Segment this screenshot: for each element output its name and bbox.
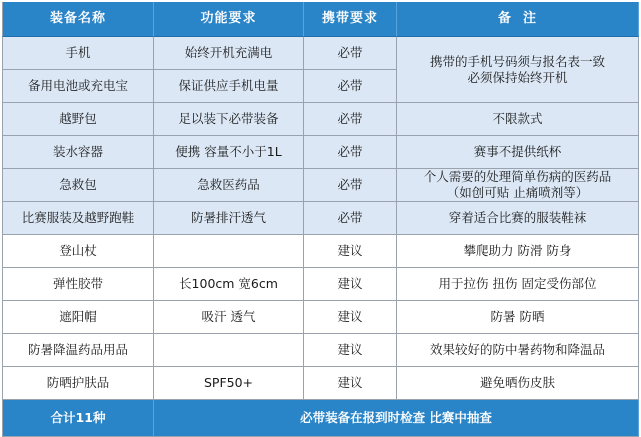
merged-note-line1: 携带的手机号码须与报名表一致 bbox=[429, 53, 605, 69]
item-note: 效果较好的防中暑药物和降温品 bbox=[397, 334, 639, 367]
item-name: 手机 bbox=[2, 37, 154, 70]
item-name: 遮阳帽 bbox=[2, 301, 154, 334]
table-row bbox=[2, 334, 639, 367]
table-row bbox=[2, 37, 639, 70]
footer-row bbox=[2, 400, 639, 437]
item-name: 备用电池或充电宝 bbox=[2, 70, 154, 103]
item-name: 装水容器 bbox=[2, 136, 154, 169]
item-function: 急救医药品 bbox=[154, 169, 304, 202]
item-carry: 必带 bbox=[304, 202, 397, 235]
item-function bbox=[154, 334, 304, 367]
item-carry: 建议 bbox=[304, 301, 397, 334]
item-name: 急救包 bbox=[2, 169, 154, 202]
item-carry: 必带 bbox=[304, 136, 397, 169]
item-note bbox=[397, 169, 639, 202]
footer-remark: 必带装备在报到时检查 比赛中抽查 bbox=[154, 400, 639, 437]
header-note: 备 注 bbox=[397, 2, 639, 37]
table-row bbox=[2, 235, 639, 268]
item-function: 长100cm 宽6cm bbox=[154, 268, 304, 301]
item-carry: 必带 bbox=[304, 103, 397, 136]
item-carry: 建议 bbox=[304, 367, 397, 400]
item-name: 越野包 bbox=[2, 103, 154, 136]
header-name: 装备名称 bbox=[2, 2, 154, 37]
item-function: 防暑排汗透气 bbox=[154, 202, 304, 235]
table-row bbox=[2, 103, 639, 136]
item-carry: 必带 bbox=[304, 169, 397, 202]
item-note: 防暑 防晒 bbox=[397, 301, 639, 334]
item-carry: 建议 bbox=[304, 235, 397, 268]
item-function: SPF50+ bbox=[154, 367, 304, 400]
item-function: 始终开机充满电 bbox=[154, 37, 304, 70]
item-note: 攀爬助力 防滑 防身 bbox=[397, 235, 639, 268]
item-note: 穿着适合比赛的服装鞋袜 bbox=[397, 202, 639, 235]
item-function: 便携 容量不小于1L bbox=[154, 136, 304, 169]
item-name: 登山杖 bbox=[2, 235, 154, 268]
note-line2: （如创可贴 止痛喷剂等） bbox=[446, 185, 589, 200]
item-function: 吸汗 透气 bbox=[154, 301, 304, 334]
item-note: 赛事不提供纸杯 bbox=[397, 136, 639, 169]
item-function: 保证供应手机电量 bbox=[154, 70, 304, 103]
item-carry: 建议 bbox=[304, 334, 397, 367]
header-carry: 携带要求 bbox=[304, 2, 397, 37]
equipment-table bbox=[2, 2, 639, 437]
item-carry: 建议 bbox=[304, 268, 397, 301]
table-row bbox=[2, 169, 639, 202]
header-row bbox=[2, 2, 639, 37]
item-carry: 必带 bbox=[304, 37, 397, 70]
item-name: 防暑降温药品用品 bbox=[2, 334, 154, 367]
table-row bbox=[2, 301, 639, 334]
item-name: 比赛服装及越野跑鞋 bbox=[2, 202, 154, 235]
header-function: 功能要求 bbox=[154, 2, 304, 37]
table-row bbox=[2, 136, 639, 169]
item-note: 用于拉伤 扭伤 固定受伤部位 bbox=[397, 268, 639, 301]
item-note-merged bbox=[397, 37, 639, 103]
table-row bbox=[2, 268, 639, 301]
item-note: 不限款式 bbox=[397, 103, 639, 136]
footer-total: 合计11种 bbox=[2, 400, 154, 437]
item-carry: 必带 bbox=[304, 70, 397, 103]
table-row bbox=[2, 367, 639, 400]
table-row bbox=[2, 202, 639, 235]
merged-note-line2: 必须保持始终开机 bbox=[467, 69, 568, 85]
item-name: 弹性胶带 bbox=[2, 268, 154, 301]
item-note: 避免晒伤皮肤 bbox=[397, 367, 639, 400]
note-line1: 个人需要的处理简单伤病的医药品 bbox=[423, 169, 612, 184]
item-function bbox=[154, 235, 304, 268]
item-function: 足以装下必带装备 bbox=[154, 103, 304, 136]
item-name: 防晒护肤品 bbox=[2, 367, 154, 400]
